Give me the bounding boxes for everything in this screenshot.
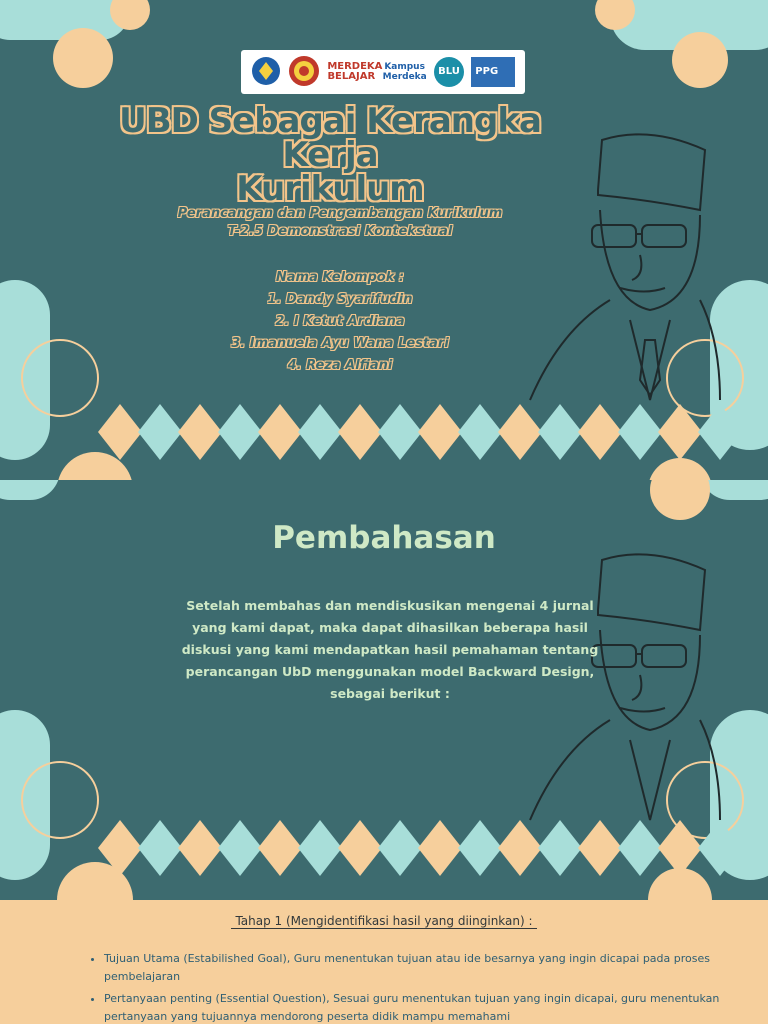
kemdikbud-logo <box>251 56 281 89</box>
stage1-page <box>0 900 768 1024</box>
discussion-page <box>0 480 768 900</box>
diamond-decoration <box>458 820 502 876</box>
discussion-heading: Pembahasan <box>272 520 496 556</box>
blu-logo: BLU <box>434 57 464 87</box>
diamond-decoration <box>338 404 382 460</box>
diamond-decoration <box>378 404 422 460</box>
stage1-heading: Tahap 1 (Mengidentifikasi hasil yang diinginkan) : <box>0 914 768 928</box>
logo-bar <box>241 50 525 94</box>
diamond-decoration <box>538 404 582 460</box>
diamond-decoration <box>298 820 342 876</box>
diamond-decoration <box>178 404 222 460</box>
diamond-decoration <box>378 820 422 876</box>
ppg-logo: PPG <box>471 57 515 87</box>
diamond-decoration <box>178 820 222 876</box>
diamond-decoration <box>218 820 262 876</box>
diamond-decoration <box>138 404 182 460</box>
diamond-decoration <box>498 820 542 876</box>
diamond-decoration <box>418 404 462 460</box>
diamond-decoration <box>418 820 462 876</box>
diamond-decoration <box>578 404 622 460</box>
cover-page <box>0 0 768 480</box>
diamond-decoration <box>658 404 702 460</box>
diamond-decoration <box>258 404 302 460</box>
diamond-decoration <box>338 820 382 876</box>
diamond-decoration <box>538 820 582 876</box>
diamond-decoration <box>618 820 662 876</box>
diamond-decoration <box>298 404 342 460</box>
diamond-decoration <box>218 404 262 460</box>
diamond-decoration <box>578 820 622 876</box>
university-logo <box>288 55 320 90</box>
diamond-decoration <box>498 404 542 460</box>
group-members: Nama Kelompok : 1. Dandy Syarifudin 2. I Ketut Ardiana 3. Imanuela Ayu Wana Lestari 4. Reza Alfiani <box>231 270 449 373</box>
kampus-merdeka-logo: Kampus Merdeka <box>382 62 427 82</box>
discussion-paragraph: Setelah membahas dan mendiskusikan mengenai 4 jurnal yang kami dapat, maka dapat dihasilkan beberapa hasil diskusi yang kami mendapatkan hasil pemahaman tentang perancangan UbD menggunakan model Backward Design, sebagai berikut : <box>181 598 599 701</box>
cover-subtitle: Perancangan dan Pengembangan Kurikulum T-2.5 Demonstrasi Kontekstual <box>177 206 503 239</box>
portrait-illustration <box>530 134 720 400</box>
diamond-decoration <box>98 404 142 460</box>
diamond-decoration <box>618 404 662 460</box>
list-item: • Pertanyaan penting (Essential Question), Sesuai guru menentukan tujuan yang ingin dicapai, guru menentukan pertanyaan yang tujuannya mendorong peserta didik mampu memahami <box>104 990 724 1024</box>
list-item: • Tujuan Utama (Estabilished Goal), Guru menentukan tujuan atau ide besarnya yang ingin dicapai pada proses pembelajaran <box>104 950 724 986</box>
diamond-decoration <box>458 404 502 460</box>
cover-title: UBD Sebagai Kerangka Kerja Kurikulum <box>119 101 541 209</box>
stage1-bullet-list <box>90 950 724 1024</box>
diamond-decoration <box>138 820 182 876</box>
diamond-decoration <box>658 820 702 876</box>
diamond-decoration <box>258 820 302 876</box>
merdeka-belajar-logo: MERDEKA BELAJAR <box>327 61 383 82</box>
